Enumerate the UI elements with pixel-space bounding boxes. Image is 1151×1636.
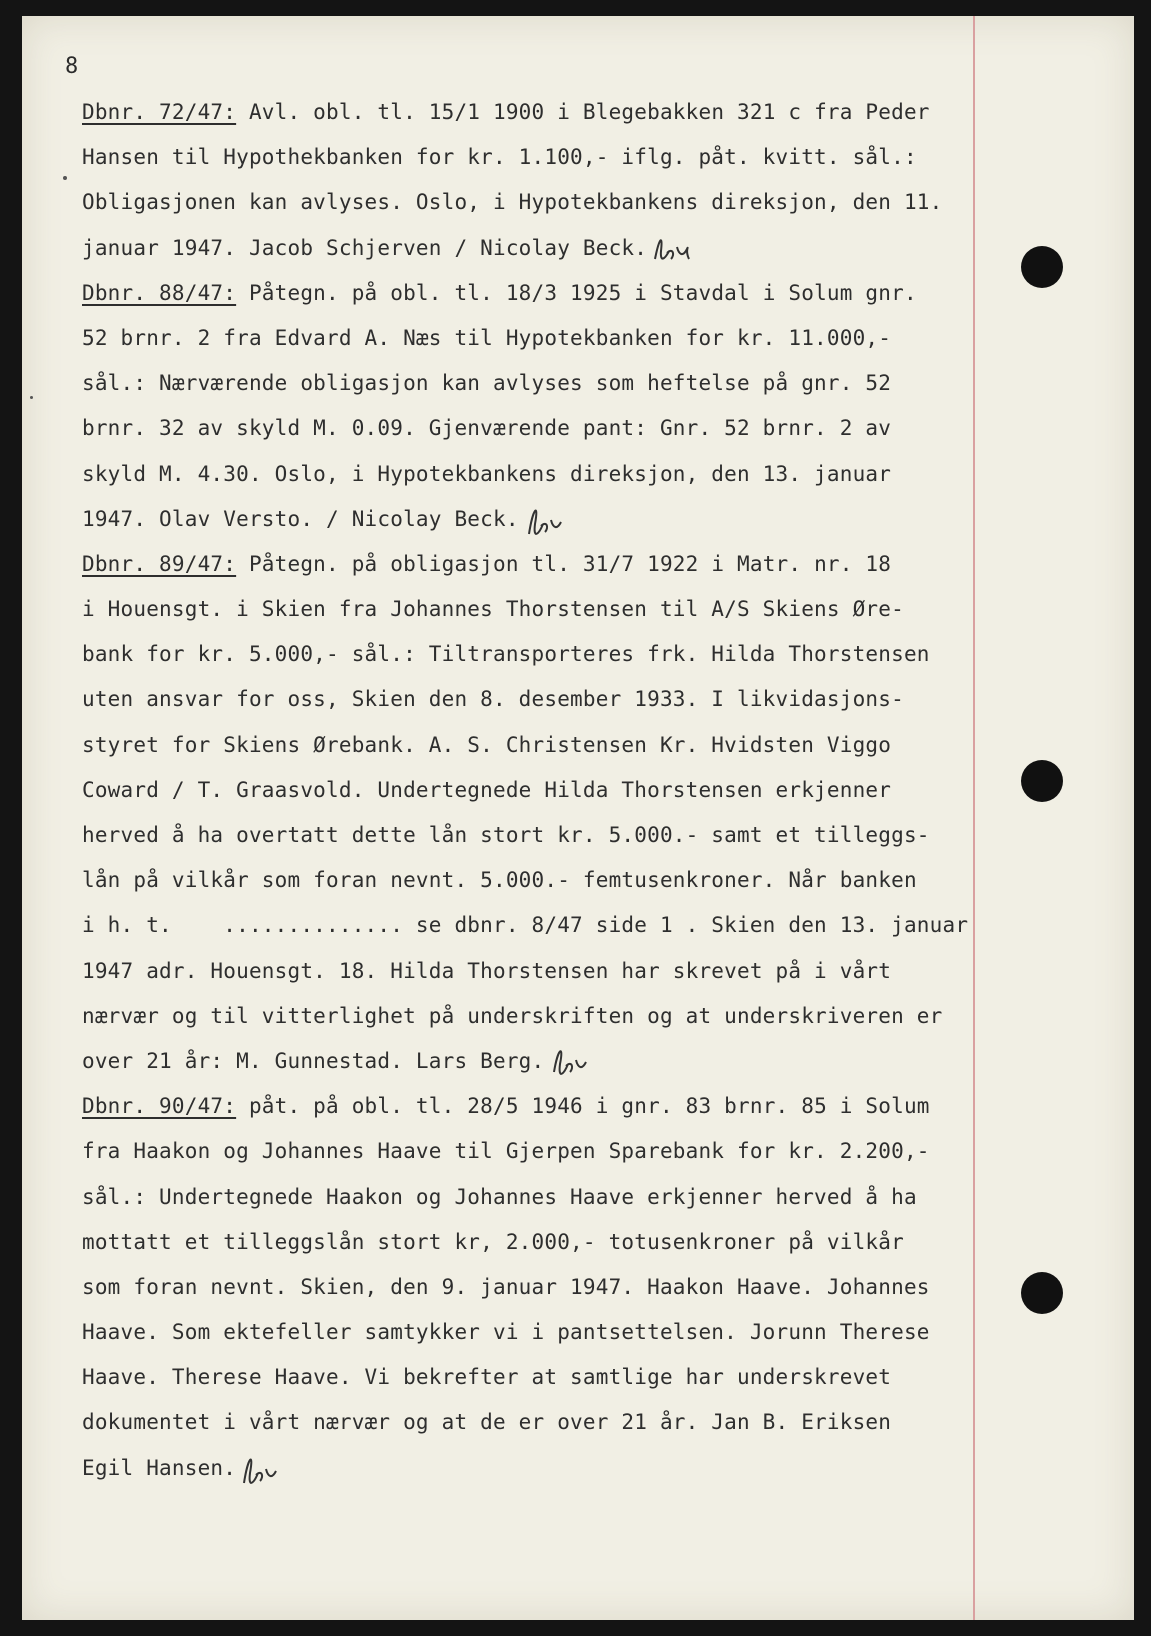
entry-line: sål.: Nærværende obligasjon kan avlyses som heftelse på gnr. 52 (82, 371, 892, 396)
entry-line: Dbnr. 90/47: påt. på obl. tl. 28/5 1946 i gnr. 83 brnr. 85 i Solum (82, 1094, 930, 1119)
entry-line: dokumentet i vårt nærvær og at de er over 21 år. Jan B. Eriksen (82, 1410, 892, 1435)
initials-signature-icon (521, 500, 565, 540)
entry-line: skyld M. 4.30. Oslo, i Hypotekbankens direksjon, den 13. januar (82, 461, 892, 486)
entry-line: Haave. Som ektefeller samtykker vi i pantsettelsen. Jorunn Therese (82, 1320, 930, 1345)
entry-line: Dbnr. 72/47: Avl. obl. tl. 15/1 1900 i Blegebakken 321 c fra Peder (82, 100, 930, 124)
entry-line: januar 1947. Jacob Schjerven / Nicolay Beck. (82, 226, 982, 271)
punch-hole (1021, 246, 1063, 288)
entry-line: mottatt et tilleggslån stort kr, 2.000,- totusenkroner på vilkår (82, 1229, 904, 1254)
punch-hole (1021, 1272, 1063, 1314)
ink-speck (30, 396, 33, 399)
entry-line: Coward / T. Graasvold. Undertegnede Hilda Thorstensen erkjenner (82, 777, 892, 802)
entry-line: 52 brnr. 2 fra Edvard A. Næs til Hypotekbanken for kr. 11.000,- (82, 325, 892, 350)
entry-line: Egil Hansen. (82, 1446, 982, 1491)
entry-line: herved å ha overtatt dette lån stort kr. 5.000.- samt et tilleggs- (82, 823, 930, 847)
punch-hole (1021, 760, 1063, 802)
register-text (82, 90, 982, 1491)
entry-line: nærvær og til vitterlighet på underskriften og at underskriveren er (82, 1003, 943, 1028)
entry-line: i Houensgt. i Skien fra Johannes Thorstensen til A/S Skiens Øre- (82, 597, 904, 622)
document-page (22, 16, 1134, 1620)
entry-reference: Dbnr. 88/47: (82, 280, 237, 305)
entry-line: som foran nevnt. Skien, den 9. januar 1947. Haakon Haave. Johannes (82, 1274, 930, 1299)
entry-line: brnr. 32 av skyld M. 0.09. Gjenværende pant: Gnr. 52 brnr. 2 av (82, 416, 892, 441)
entry-line: Obligasjonen kan avlyses. Oslo, i Hypotekbankens direksjon, den 11. (82, 190, 943, 215)
entry-line: 1947. Olav Versto. / Nicolay Beck. (82, 497, 982, 542)
entry-line: uten ansvar for oss, Skien den 8. desember 1933. I likvidasjons- (82, 687, 904, 712)
page-number: 8 (65, 54, 79, 79)
entry-line: Dbnr. 89/47: Påtegn. på obligasjon tl. 31/7 1922 i Matr. nr. 18 (82, 551, 892, 576)
entry-line: styret for Skiens Ørebank. A. S. Christensen Kr. Hvidsten Viggo (82, 732, 892, 757)
entry-line: 1947 adr. Houensgt. 18. Hilda Thorstensen har skrevet på i vårt (82, 958, 892, 983)
entry-line: Dbnr. 88/47: Påtegn. på obl. tl. 18/3 1925 i Stavdal i Solum gnr. (82, 280, 917, 305)
entry-reference: Dbnr. 90/47: (82, 1094, 237, 1119)
entry-line: over 21 år: M. Gunnestad. Lars Berg. (82, 1039, 982, 1084)
entry-line: bank for kr. 5.000,- sål.: Tiltransporteres frk. Hilda Thorstensen (82, 642, 930, 667)
entry-line: Haave. Therese Haave. Vi bekrefter at samtlige har underskrevet (82, 1365, 892, 1390)
entry-reference: Dbnr. 89/47: (82, 551, 237, 576)
entry-line: i h. t. .............. se dbnr. 8/47 side 1 . Skien den 13. januar (82, 913, 969, 938)
entry-line: sål.: Undertegnede Haakon og Johannes Haave erkjenner herved å ha (82, 1184, 917, 1209)
entry-line: Hansen til Hypothekbanken for kr. 1.100,- iflg. påt. kvitt. sål.: (82, 145, 917, 170)
entry-reference: Dbnr. 72/47: (82, 100, 237, 124)
ink-speck (63, 176, 67, 180)
initials-signature-icon (546, 1042, 590, 1082)
entry-line: fra Haakon og Johannes Haave til Gjerpen Sparebank for kr. 2.200,- (82, 1139, 930, 1164)
initials-signature-icon (649, 229, 693, 269)
entry-line: lån på vilkår som foran nevnt. 5.000.- femtusenkroner. Når banken (82, 868, 917, 893)
initials-signature-icon (238, 1449, 282, 1489)
